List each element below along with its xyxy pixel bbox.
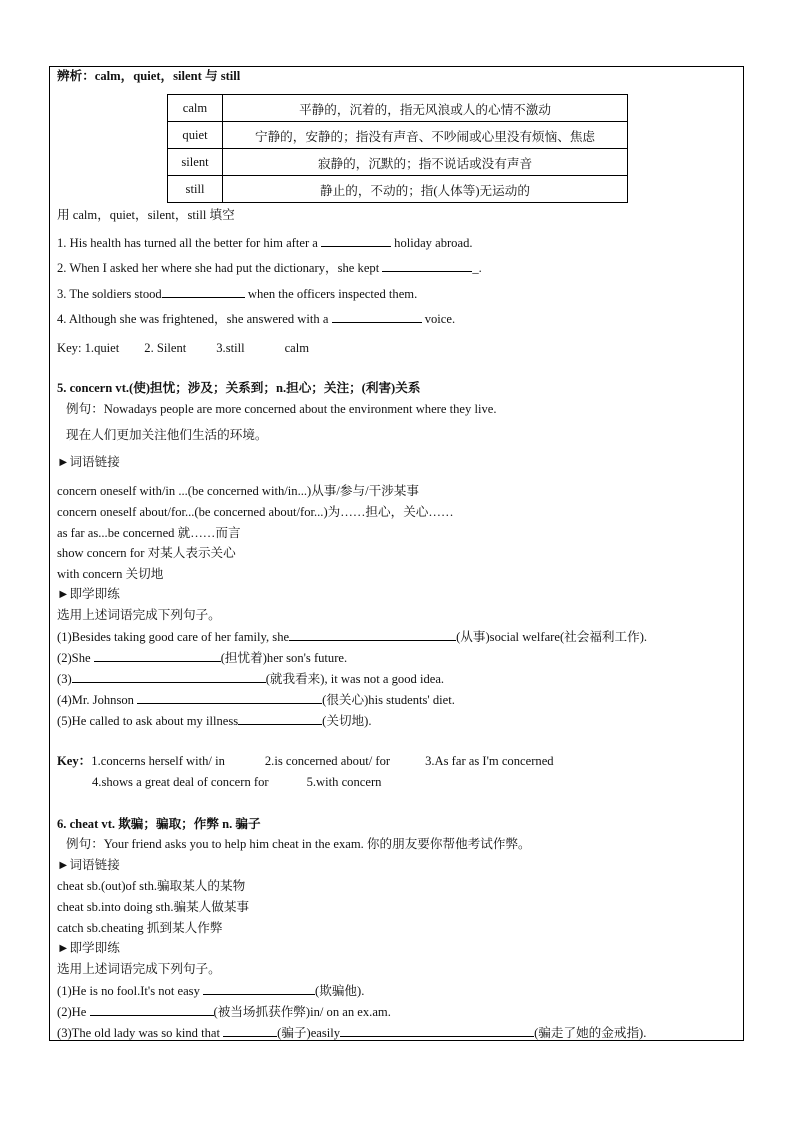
cheat-link-title: ►词语链接 xyxy=(57,858,120,872)
concern-practice-title: ►即学即练 xyxy=(57,587,120,601)
phrase-item: catch sb.cheating 抓到某人作弊 xyxy=(57,921,223,935)
answer-blank[interactable] xyxy=(94,649,221,662)
table-cell-meaning: 寂静的，沉默的；指不说话或没有声音 xyxy=(223,149,628,176)
table-cell-meaning: 静止的，不动的；指(人体等)无运动的 xyxy=(223,176,628,203)
answer-blank[interactable] xyxy=(72,670,266,683)
table-cell-meaning: 宁静的，安静的；指没有声音、不吵闹或心里没有烦恼、焦虑 xyxy=(223,122,628,149)
concern-key-line-1: Key：1.concerns herself with/ in 2.is concerned about/ for 3.As far as I'm concerned xyxy=(57,754,554,768)
table-row xyxy=(168,176,628,203)
concern-sentence-5: (5)He called to ask about my illness (关切地). xyxy=(57,714,372,728)
cheat-sentence-2: (2)He (被当场抓获作弊)in/ on an ex.am. xyxy=(57,1005,391,1019)
concern-example-en: 例句：Nowadays people are more concerned about the environment where they live. xyxy=(66,402,497,416)
table-cell-word: still xyxy=(168,176,223,203)
answer-blank[interactable] xyxy=(340,1024,534,1037)
phrase-item: concern oneself about/for...(be concerned about/for...)为……担心，关心…… xyxy=(57,505,454,519)
cheat-heading: 6. cheat vt. 欺骗；骗取；作弊 n. 骗子 xyxy=(57,817,261,831)
answer-blank[interactable] xyxy=(203,982,315,995)
table-row xyxy=(168,122,628,149)
question-4: 4. Although she was frightened，she answered with a voice. xyxy=(57,312,456,326)
phrase-item: with concern 关切地 xyxy=(57,567,164,581)
answer-blank[interactable] xyxy=(332,310,422,323)
concern-sentence-1: (1)Besides taking good care of her family, she (从事)social welfare(社会福利工作). xyxy=(57,630,648,644)
answer-key: Key: 1.quiet 2. Silent 3.still calm xyxy=(57,341,310,355)
answer-blank[interactable] xyxy=(238,712,322,725)
table-cell-word: silent xyxy=(168,149,223,176)
question-2: 2. When I asked her where she had put the dictionary，she kept _. xyxy=(57,261,482,275)
answer-blank[interactable] xyxy=(223,1024,277,1037)
concern-key-line-2: 4.shows a great deal of concern for 5.with concern xyxy=(92,775,382,789)
cheat-practice-instruction: 选用上述词语完成下列句子。 xyxy=(57,962,221,976)
fill-instruction: 用 calm，quiet，silent，still 填空 xyxy=(57,208,235,222)
concern-sentence-3: (3) (就我看来), it was not a good idea. xyxy=(57,672,445,686)
table-cell-word: quiet xyxy=(168,122,223,149)
answer-blank[interactable] xyxy=(382,259,472,272)
answer-blank[interactable] xyxy=(162,285,245,298)
phrase-item: cheat sb.into doing sth.骗某人做某事 xyxy=(57,900,250,914)
comparison-table xyxy=(167,94,628,203)
cheat-example: 例句：Your friend asks you to help him cheat in the exam. 你的朋友要你帮他考试作弊。 xyxy=(66,837,531,851)
table-row xyxy=(168,149,628,176)
question-3: 3. The soldiers stood when the officers inspected them. xyxy=(57,287,418,301)
concern-heading: 5. concern vt.(使)担忧；涉及；关系到；n.担心；关注；(利害)关系 xyxy=(57,381,421,395)
concern-example-zh: 现在人们更加关注他们生活的环境。 xyxy=(66,428,268,442)
analysis-title: 辨析：calm，quiet，silent 与 still xyxy=(57,69,241,83)
table-cell-word: calm xyxy=(168,95,223,122)
cheat-sentence-3: (3)The old lady was so kind that (骗子)easily (骗走了她的金戒指). xyxy=(57,1026,647,1040)
answer-blank[interactable] xyxy=(90,1003,214,1016)
question-1: 1. His health has turned all the better for him after a holiday abroad. xyxy=(57,236,473,250)
cheat-sentence-1: (1)He is no fool.It's not easy (欺骗他). xyxy=(57,984,365,998)
table-cell-meaning: 平静的，沉着的，指无风浪或人的心情不激动 xyxy=(223,95,628,122)
answer-blank[interactable] xyxy=(137,691,322,704)
answer-blank[interactable] xyxy=(289,628,456,641)
answer-blank[interactable] xyxy=(321,234,391,247)
concern-link-title: ►词语链接 xyxy=(57,455,120,469)
phrase-item: cheat sb.(out)of sth.骗取某人的某物 xyxy=(57,879,246,893)
concern-sentence-4: (4)Mr. Johnson (很关心)his students' diet. xyxy=(57,693,455,707)
phrase-item: concern oneself with/in ...(be concerned with/in...)从事/参与/干涉某事 xyxy=(57,484,419,498)
phrase-item: show concern for 对某人表示关心 xyxy=(57,546,236,560)
cheat-practice-title: ►即学即练 xyxy=(57,941,120,955)
phrase-item: as far as...be concerned 就……而言 xyxy=(57,526,241,540)
table-row xyxy=(168,95,628,122)
concern-practice-instruction: 选用上述词语完成下列句子。 xyxy=(57,608,221,622)
concern-sentence-2: (2)She (担忧着)her son's future. xyxy=(57,651,348,665)
